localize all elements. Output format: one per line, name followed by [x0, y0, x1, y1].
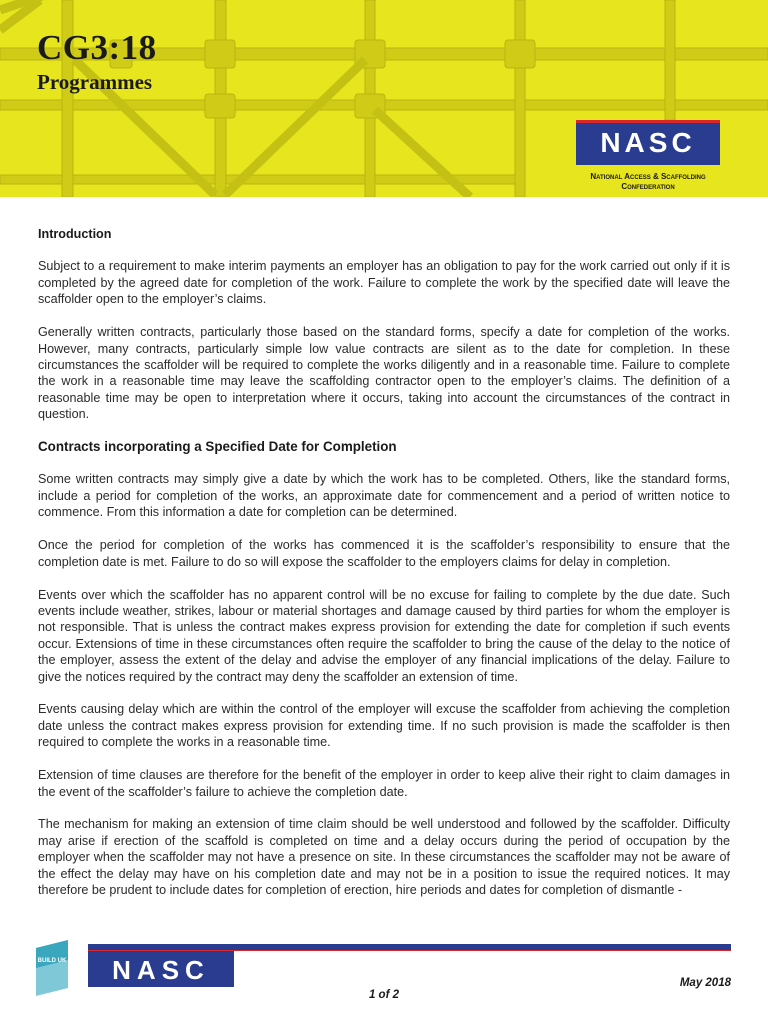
page-header: [0, 0, 768, 197]
tagline-line2: Confederation: [621, 182, 675, 191]
intro-heading: Introduction: [38, 227, 112, 241]
nasc-logo: NASC: [576, 120, 720, 165]
paragraph: Once the period for completion of the works has commenced it is the scaffolder’s responsibility to ensure that the completion date is met. Failure to do so will expose the scaffolder to the employers claims for delay in completion.: [38, 538, 730, 569]
paragraph: Subject to a requirement to make interim payments an employer has an obligation to pay for the work carried out only if it is completed by the agreed date for completion of the work. Failure to complete the work by the specified date will leave the scaffolder open to the employer’s claims.: [38, 259, 730, 307]
footer-date: May 2018: [679, 977, 731, 989]
page-number: 1 of 2: [368, 989, 400, 1001]
document-body: [38, 226, 730, 915]
paragraph: Some written contracts may simply give a date by which the work has to be completed. Others, like the standard forms, include a period for completion of the works, an approximate date for commencement and a period of written notice to commence. From this information a date for completion can be determined.: [38, 472, 730, 520]
paragraph: Events causing delay which are within the control of the employer will excuse the scaffolder from achieving the completion date unless the contract makes express provision for extending time. If no such provision is made the scaffolder is then required to complete the works in a reasonable time.: [38, 702, 730, 750]
document-code: CG3:18: [37, 28, 157, 67]
paragraph: Extension of time clauses are therefore for the benefit of the employer in order to keep alive their right to claim damages in the event of the scaffolder’s failure to achieve the completion date.: [38, 768, 730, 799]
tagline-line1: National Access & Scaffolding: [590, 172, 706, 181]
document-title: Programmes: [37, 70, 153, 94]
build-uk-badge-icon: [36, 940, 68, 996]
paragraph: Generally written contracts, particularly those based on the standard forms, specify a date for completion of the works. However, many contracts, particularly simple low value contracts are silent as to the date for completion. In these circumstances the scaffolder will be required to complete the works diligently and in a reasonable time. Failure to complete the work in a reasonable time may leave the scaffolding contractor open to the employer’s claims. The definition of a reasonable time may be open to interpretation where it occurs, taking into account the circumstances of the contract in question.: [38, 325, 730, 422]
nasc-tagline: [560, 172, 736, 192]
badge-text: BUILD UK: [37, 958, 67, 964]
paragraph: The mechanism for making an extension of time claim should be well understood and followed by the scaffolder. Difficulty may arise if erection of the scaffold is completed on time and a delay occurs during the period of occupation by the employer when the scaffolder may not have a presence on site. In these circumstances the scaffolder may not be aware of the effect the delay may have on his completion date and may not be in a position to issue the required notices. It may therefore be prudent to include dates for completion of erection, hire periods and dates for completion of dismantle -: [38, 817, 730, 898]
footer-nasc-logo: NASC: [88, 951, 234, 987]
paragraph: Events over which the scaffolder has no apparent control will be no excuse for failing to complete by the due date. Such events include weather, strikes, labour or material shortages and damage caused by third parties for whom the employer is not responsible. That is unless the contract makes express provision for extending the date for completion if such events occur. Extensions of time in these circumstances often require the scaffolder to bring the cause of the delay to the notice of the employer, assess the extent of the delay and advise the employer of any financial implications of the delay. Failure to give the notices required by the contract may deny the scaffolder an extension of time.: [38, 587, 730, 684]
section-heading: Contracts incorporating a Specified Date for Completion: [38, 439, 397, 455]
